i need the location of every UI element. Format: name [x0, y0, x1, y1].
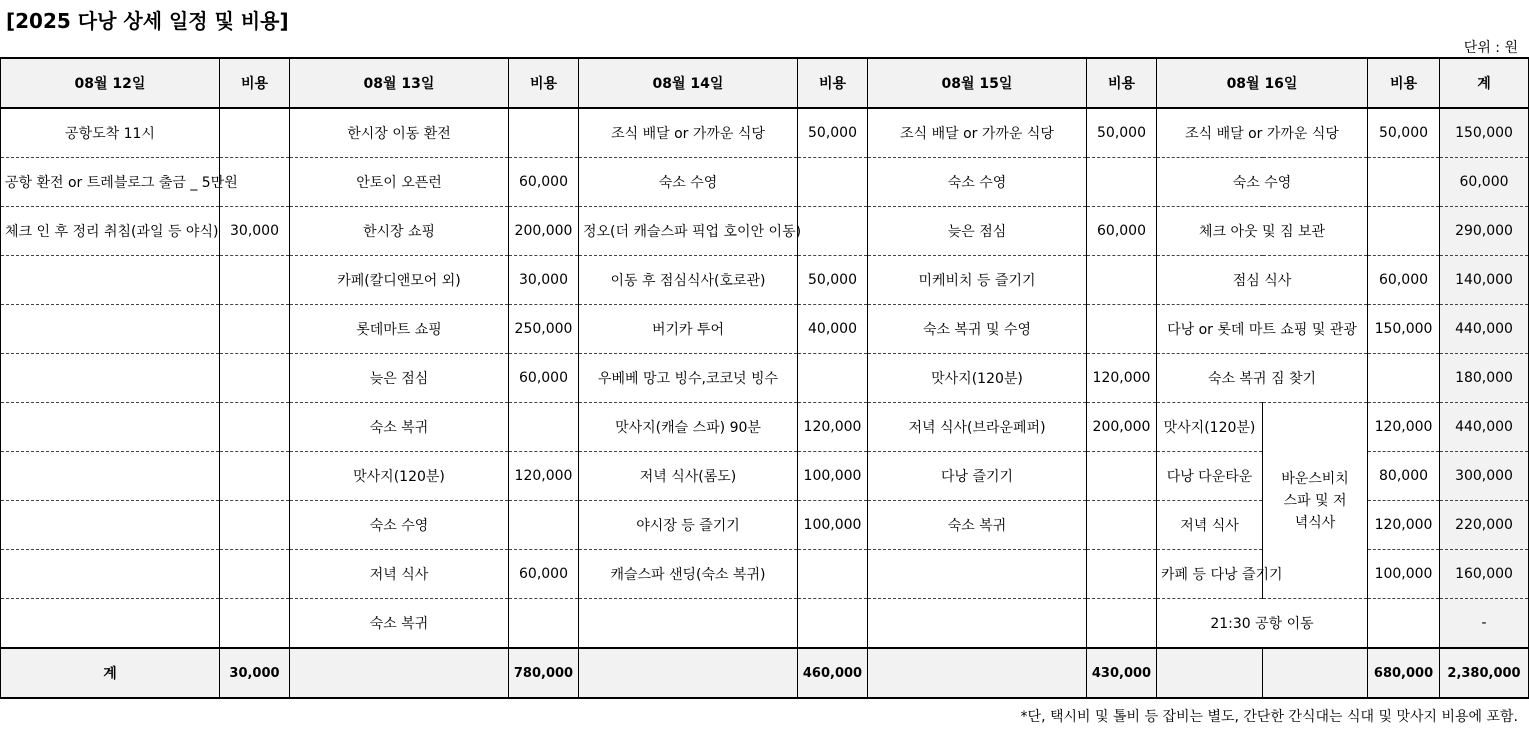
- cell-day5: 카페 등 다낭 즐기기: [1157, 550, 1263, 599]
- cell-cost1: [220, 452, 290, 501]
- sum-spacer-2: [290, 648, 509, 698]
- cell-cost2: 60,000: [509, 354, 579, 403]
- cell-cost2: [509, 108, 579, 158]
- page-title: [2025 다낭 상세 일정 및 비용]: [6, 9, 289, 33]
- cell-day4: 숙소 수영: [868, 158, 1087, 207]
- cell-cost4: [1087, 256, 1157, 305]
- header-day-2: 08월 13일: [290, 58, 509, 108]
- cell-day5: 점심 식사: [1157, 256, 1368, 305]
- cell-day2: 숙소 복귀: [290, 599, 509, 649]
- header-cost-3: 비용: [798, 58, 868, 108]
- cell-cost5: 120,000: [1368, 403, 1440, 452]
- cell-row-total: 140,000: [1440, 256, 1529, 305]
- cell-cost5: [1368, 599, 1440, 649]
- header-day-3: 08월 14일: [579, 58, 798, 108]
- sum-row: [1, 648, 1529, 698]
- sum-cost4: 430,000: [1087, 648, 1157, 698]
- table-row: [1, 305, 1529, 354]
- cell-day2: 숙소 복귀: [290, 403, 509, 452]
- cell-cost2: [509, 403, 579, 452]
- table-row: [1, 599, 1529, 649]
- cell-cost2: 60,000: [509, 550, 579, 599]
- cell-day3: 우베베 망고 빙수,코코넛 빙수: [579, 354, 798, 403]
- cell-day2: 한시장 쇼핑: [290, 207, 509, 256]
- cell-day2: 한시장 이동 환전: [290, 108, 509, 158]
- cell-day4: 맛사지(120분): [868, 354, 1087, 403]
- cell-cost2: 30,000: [509, 256, 579, 305]
- cell-day4: 조식 배달 or 가까운 식당: [868, 108, 1087, 158]
- cell-row-total: 220,000: [1440, 501, 1529, 550]
- cell-day3: 정오(더 캐슬스파 픽업 호이안 이동): [579, 207, 798, 256]
- table-row: [1, 158, 1529, 207]
- cell-day1: [1, 305, 220, 354]
- table-row: [1, 403, 1529, 452]
- cell-day2: 숙소 수영: [290, 501, 509, 550]
- cell-cost4: [1087, 158, 1157, 207]
- cell-cost2: 120,000: [509, 452, 579, 501]
- cell-row-total: 440,000: [1440, 305, 1529, 354]
- cell-day4: 숙소 복귀 및 수영: [868, 305, 1087, 354]
- cell-row-total: 60,000: [1440, 158, 1529, 207]
- cell-cost1: [220, 256, 290, 305]
- cell-cost5: 120,000: [1368, 501, 1440, 550]
- table-row: [1, 207, 1529, 256]
- cell-day5: 맛사지(120분): [1157, 403, 1263, 452]
- cell-cost4: [1087, 599, 1157, 649]
- cell-cost1: [220, 108, 290, 158]
- cell-day3: 야시장 등 즐기기: [579, 501, 798, 550]
- cell-day1: [1, 501, 220, 550]
- cell-day4: 다낭 즐기기: [868, 452, 1087, 501]
- cell-row-total: 440,000: [1440, 403, 1529, 452]
- schedule-table: [0, 57, 1529, 699]
- header-day-4: 08월 15일: [868, 58, 1087, 108]
- cell-day3: 버기카 투어: [579, 305, 798, 354]
- cell-day5: 저녁 식사: [1157, 501, 1263, 550]
- cell-row-total: 300,000: [1440, 452, 1529, 501]
- cell-day5: 체크 아웃 및 짐 보관: [1157, 207, 1368, 256]
- cell-day2: 카페(칼디앤모어 외): [290, 256, 509, 305]
- cell-day2: 롯데마트 쇼핑: [290, 305, 509, 354]
- sum-grand-total: 2,380,000: [1440, 648, 1529, 698]
- cell-day1: [1, 354, 220, 403]
- cell-day4: 저녁 식사(브라운페퍼): [868, 403, 1087, 452]
- cell-cost3: 100,000: [798, 501, 868, 550]
- cell-day1: [1, 403, 220, 452]
- cell-day5: 조식 배달 or 가까운 식당: [1157, 108, 1368, 158]
- unit-label: 단위 : 원: [1463, 40, 1518, 56]
- cell-cost1: [220, 354, 290, 403]
- cell-day5: 21:30 공항 이동: [1157, 599, 1368, 649]
- cell-day1: [1, 550, 220, 599]
- cell-day4: 늦은 점심: [868, 207, 1087, 256]
- header-cost-4: 비용: [1087, 58, 1157, 108]
- cell-cost4: 120,000: [1087, 354, 1157, 403]
- cell-cost3: [798, 207, 868, 256]
- cell-cost4: 200,000: [1087, 403, 1157, 452]
- cell-cost5: 80,000: [1368, 452, 1440, 501]
- cell-cost5: 150,000: [1368, 305, 1440, 354]
- cell-cost5: 50,000: [1368, 108, 1440, 158]
- cell-day2: 저녁 식사: [290, 550, 509, 599]
- cell-day3: 조식 배달 or 가까운 식당: [579, 108, 798, 158]
- cell-cost4: [1087, 501, 1157, 550]
- cell-cost1: [220, 599, 290, 649]
- cell-day1: [1, 599, 220, 649]
- cell-cost2: [509, 501, 579, 550]
- cell-day4: [868, 599, 1087, 649]
- cell-row-total: 180,000: [1440, 354, 1529, 403]
- merged-day5-note: 바운스비치 스파 및 저녁식사: [1263, 403, 1368, 599]
- table-row: [1, 256, 1529, 305]
- cell-cost1: [220, 403, 290, 452]
- cell-cost1: [220, 305, 290, 354]
- cell-row-total: -: [1440, 599, 1529, 649]
- cell-day5: 다낭 or 롯데 마트 쇼핑 및 관광: [1157, 305, 1368, 354]
- cell-row-total: 160,000: [1440, 550, 1529, 599]
- cell-cost5: [1368, 207, 1440, 256]
- cell-cost3: [798, 354, 868, 403]
- cell-cost2: 60,000: [509, 158, 579, 207]
- sum-spacer-5a: [1157, 648, 1263, 698]
- cell-day2: 맛사지(120분): [290, 452, 509, 501]
- cell-cost1: [220, 550, 290, 599]
- footnote: *단, 택시비 및 톨비 등 잡비는 별도, 간단한 간식대는 식대 및 맛사지 비용에 포함.: [1020, 709, 1518, 725]
- cell-day5: 숙소 복귀 짐 찾기: [1157, 354, 1368, 403]
- header-cost-5: 비용: [1368, 58, 1440, 108]
- cell-row-total: 290,000: [1440, 207, 1529, 256]
- cell-cost3: 120,000: [798, 403, 868, 452]
- cell-cost1: 30,000: [220, 207, 290, 256]
- cell-cost4: 60,000: [1087, 207, 1157, 256]
- table-row: [1, 354, 1529, 403]
- header-cost-1: 비용: [220, 58, 290, 108]
- cell-cost1: [220, 501, 290, 550]
- header-day-1: 08월 12일: [1, 58, 220, 108]
- cell-day2: 안토이 오픈런: [290, 158, 509, 207]
- cell-cost4: 50,000: [1087, 108, 1157, 158]
- cell-day1: 체크 인 후 정리 취침(과일 등 야식): [1, 207, 220, 256]
- cell-cost5: [1368, 158, 1440, 207]
- sum-cost3: 460,000: [798, 648, 868, 698]
- cell-cost4: [1087, 550, 1157, 599]
- cell-day3: 캐슬스파 샌딩(숙소 복귀): [579, 550, 798, 599]
- cell-day3: 저녁 식사(롬도): [579, 452, 798, 501]
- sum-cost1: 30,000: [220, 648, 290, 698]
- cell-day3: 맛사지(캐슬 스파) 90분: [579, 403, 798, 452]
- header-total: 계: [1440, 58, 1529, 108]
- cell-cost3: 50,000: [798, 108, 868, 158]
- cell-day1: 공항도착 11시: [1, 108, 220, 158]
- cell-day4: 미케비치 등 즐기기: [868, 256, 1087, 305]
- cell-cost5: 100,000: [1368, 550, 1440, 599]
- cell-day5: 숙소 수영: [1157, 158, 1368, 207]
- cell-cost3: 50,000: [798, 256, 868, 305]
- cell-day3: 이동 후 점심식사(호로관): [579, 256, 798, 305]
- cell-cost2: 200,000: [509, 207, 579, 256]
- cell-day1: [1, 452, 220, 501]
- cell-cost4: [1087, 452, 1157, 501]
- cell-cost3: [798, 550, 868, 599]
- sum-spacer-5b: [1263, 648, 1368, 698]
- cell-cost5: 60,000: [1368, 256, 1440, 305]
- cell-day3: [579, 599, 798, 649]
- sum-spacer-4: [868, 648, 1087, 698]
- cell-cost2: [509, 599, 579, 649]
- sum-spacer-3: [579, 648, 798, 698]
- cell-cost4: [1087, 305, 1157, 354]
- header-cost-2: 비용: [509, 58, 579, 108]
- sum-label: 계: [1, 648, 220, 698]
- table-row: [1, 108, 1529, 158]
- cell-cost3: [798, 158, 868, 207]
- cell-day4: 숙소 복귀: [868, 501, 1087, 550]
- cell-cost3: [798, 599, 868, 649]
- sum-cost5: 680,000: [1368, 648, 1440, 698]
- cell-day1: [1, 256, 220, 305]
- cell-cost5: [1368, 354, 1440, 403]
- cell-day1: 공항 환전 or 트레블로그 출금 _ 5만원: [1, 158, 220, 207]
- header-day-5: 08월 16일: [1157, 58, 1368, 108]
- cell-day5: 다낭 다운타운: [1157, 452, 1263, 501]
- cell-cost2: 250,000: [509, 305, 579, 354]
- cell-cost3: 40,000: [798, 305, 868, 354]
- cell-cost3: 100,000: [798, 452, 868, 501]
- cell-day4: [868, 550, 1087, 599]
- cell-day3: 숙소 수영: [579, 158, 798, 207]
- cell-day2: 늦은 점심: [290, 354, 509, 403]
- header-row: [1, 58, 1529, 108]
- cell-row-total: 150,000: [1440, 108, 1529, 158]
- sum-cost2: 780,000: [509, 648, 579, 698]
